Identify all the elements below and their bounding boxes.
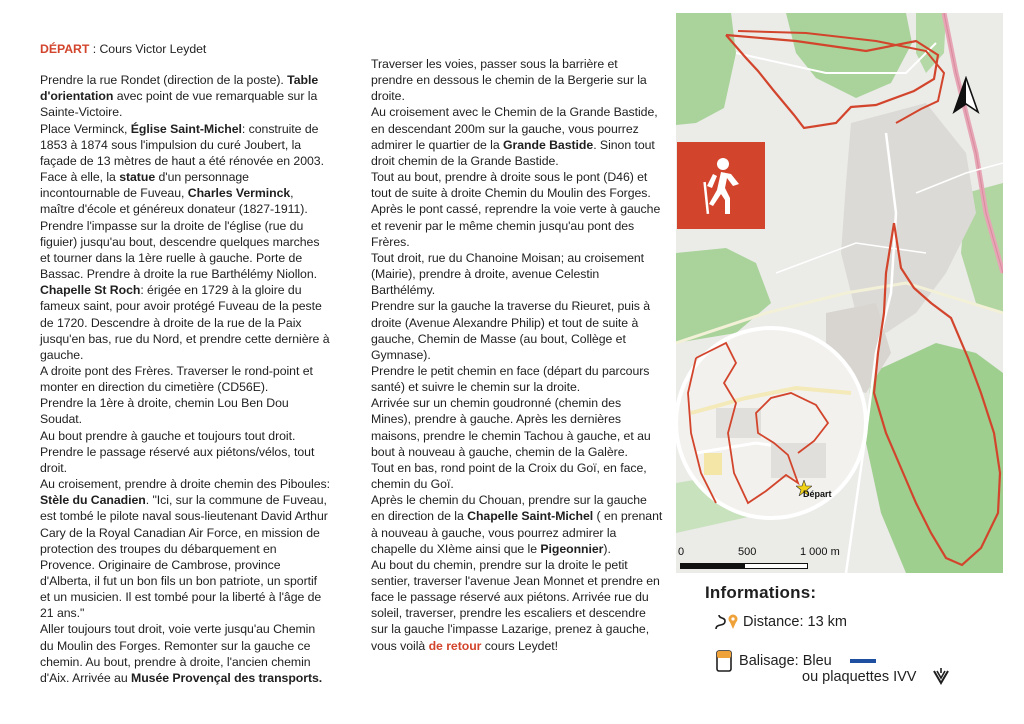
text: ( en prenant à nouveau à gauche, vous pourrez admirer la chapelle du XIème ainsi que le: [371, 509, 663, 556]
highlight: Chapelle Saint-Michel: [467, 509, 594, 524]
north-arrow-icon: [951, 76, 981, 116]
depart-map-label: Départ: [803, 489, 832, 499]
highlight: Pigeonnier: [540, 541, 604, 556]
text: voilà: [400, 638, 429, 653]
text: d'un personnage incontournable de Fuveau,: [40, 170, 249, 201]
scale-label-0: 0: [678, 546, 685, 558]
balisage-row-2: [802, 667, 951, 687]
text: . Sinon tout droit chemin de la Grande Bastide.: [371, 137, 655, 168]
scale-bar-segment: [680, 563, 744, 569]
highlight: Grande Bastide: [502, 137, 594, 152]
text: Prendre la rue Rondet (direction de la poste).: [40, 73, 288, 88]
text: Après le chemin du Chouan, prendre sur la gauche en direction de la: [371, 493, 647, 524]
balisage-text: Balisage: Bleu: [739, 652, 832, 669]
paragraph: Après le pont cassé, reprendre la voie verte à gauche et revenir par le même chemin jusqu'au pont des Frères.: [371, 202, 661, 249]
highlight: statue: [119, 170, 156, 185]
paragraph: Au bout prendre à gauche et toujours tout droit.: [40, 428, 296, 443]
map-scale: [676, 538, 876, 574]
paragraph: Prendre l'impasse sur la droite de l'église (rue du figuier) jusqu'au bout, descendre quelques marches et tourner dans la 1ère ruelle à gauche. Porte de Bassac. Prendre à droite la rue Barthélémy Niollon.: [40, 218, 320, 282]
scale-bar-segment: [744, 563, 808, 569]
paragraph: [40, 72, 330, 120]
highlight: Table d'orientation: [40, 73, 319, 104]
text: avec point de vue remarquable sur la Sainte-Victoire.: [40, 89, 318, 120]
paragraph: [40, 476, 330, 621]
scale-label-1000: 1 000 m: [800, 546, 840, 558]
highlight: Église Saint-Michel: [130, 121, 242, 136]
paragraph: A droite pont des Frères. Traverser le rond-point et monter en direction du cimetière (CD56E).: [40, 363, 313, 395]
paragraph: Tout au bout, prendre à droite sous le pont (D46) et tout de suite à droite Chemin du Moulin des Forges.: [371, 170, 651, 201]
paragraph: Prendre le petit chemin en face (départ du parcours santé) et suivre le chemin sur la droite.: [371, 363, 650, 395]
ivv-badge-icon: [931, 667, 951, 687]
depart-label: DÉPART: [40, 42, 90, 56]
text: . "Ici, sur la commune de Fuveau, est tombé le pilote naval sous-lieutenant David Arthur Cary de la Royal Canadian Air Force, en mission de protection des troupes du débarquement en Provence. Originaire de Cambrose, province d'Alberta, il fut un bon fils un bon patriote, un sportif et un musicien. Il est tombé pour la liberté à l'âge de 21 ans.": [40, 493, 328, 621]
text: Au croisement avec le Chemin de la Grande Bastide, en descendant 200m sur la gauche, vous pourrez admirer le quartier de la: [371, 105, 658, 152]
paragraph: Prendre sur la gauche la traverse du Rieuret, puis à droite (Avenue Alexandre Philip) et tout de suite à gauche, Chemin de Masse (au bout, Collège et Gymnase).: [371, 299, 651, 362]
text: cours Leydet!: [481, 638, 558, 653]
hiker-icon: [677, 142, 765, 229]
paragraph: [371, 492, 663, 557]
info-title: Informations:: [705, 583, 817, 602]
distance-text: Distance: 13 km: [743, 613, 847, 630]
text: : érigée en 1729 à la gloire du fameux saint, pour avoir protégé Fuveau de la peste de 1720. Descendre à droite de la rue de la Paix jusqu'en bas, rue du Nord, et prendre cette dernière à gauche.: [40, 283, 330, 362]
scale-label-500: 500: [738, 546, 757, 558]
hiker-badge: [677, 142, 765, 229]
paragraph: [40, 121, 330, 218]
info-block: [705, 583, 1005, 685]
text: Au bout du chemin, prendre sur la droite le petit sentier, traverser l'avenue Jean Monnet et prendre en face le passage réservé aux piétons. Arrivée rue du soleil, traverser, prendre les escaliers et descendre sur la gauche l'impasse Lazarige, prenez à gauche, vous: [371, 557, 660, 653]
marker-post-icon: [713, 649, 735, 673]
middle-text-column: [371, 56, 663, 654]
paragraph: Traverser les voies, passer sous la barrière et prendre en dessous le chemin de la Bergerie sur la droite.: [371, 57, 647, 104]
text: , maître d'école et généreux donateur (1827-1911).: [40, 186, 308, 217]
paragraph: Prendre le passage réservé aux piétons/vélos, tout droit.: [40, 444, 315, 475]
paragraph: [40, 621, 330, 686]
blue-marker-swatch: [850, 659, 876, 663]
highlight: Musée Provençal des transports.: [131, 670, 323, 685]
highlight-red: de retour: [428, 638, 482, 653]
distance-row: [713, 611, 847, 633]
paragraph: [371, 104, 663, 169]
highlight: Stèle du Canadien: [40, 493, 146, 508]
paragraph: Prendre la 1ère à droite, chemin Lou Ben Dou Soudat.: [40, 396, 289, 427]
text: Place Verminck,: [40, 121, 131, 136]
paragraph: Arrivée sur un chemin goudronné (chemin des Mines), prendre à gauche. Après les dernières maisons, prendre le chemin Tachou à gauche, et au bout à nouveau à gauche, chemin de la Galère.: [371, 396, 651, 459]
text: : construite de 1853 à 1874 sous l'impulsion du curé Joubert, la façade de 13 mètres de haut a été rénovée en 2003. Face à elle, la: [40, 121, 324, 185]
paragraph: [371, 557, 663, 654]
depart-text: : Cours Victor Leydet: [89, 42, 207, 56]
paragraph: Tout droit, rue du Chanoine Moisan; au croisement (Mairie), prendre à droite, avenue Celestin Barthélémy.: [371, 250, 645, 298]
depart-line: [40, 41, 330, 57]
text: Aller toujours tout droit, voie verte jusqu'au Chemin du Moulin des Forges. Remonter sur la gauche ce chemin. Au bout, prendre à droite, l'ancien chemin d'Aix. Arrivée au: [40, 622, 316, 685]
highlight: Charles Verminck: [187, 186, 291, 201]
paragraph: Tout en bas, rond point de la Croix du Goï, en face, chemin du Goï.: [371, 460, 647, 492]
left-text-column: [40, 41, 330, 686]
highlight: Chapelle St Roch: [40, 283, 141, 298]
text: Au croisement, prendre à droite chemin des Piboules:: [40, 477, 330, 492]
text: ).: [603, 541, 611, 556]
route-pin-icon: [713, 611, 739, 633]
balisage-text-2: ou plaquettes IVV: [802, 668, 917, 685]
paragraph: [40, 282, 330, 363]
